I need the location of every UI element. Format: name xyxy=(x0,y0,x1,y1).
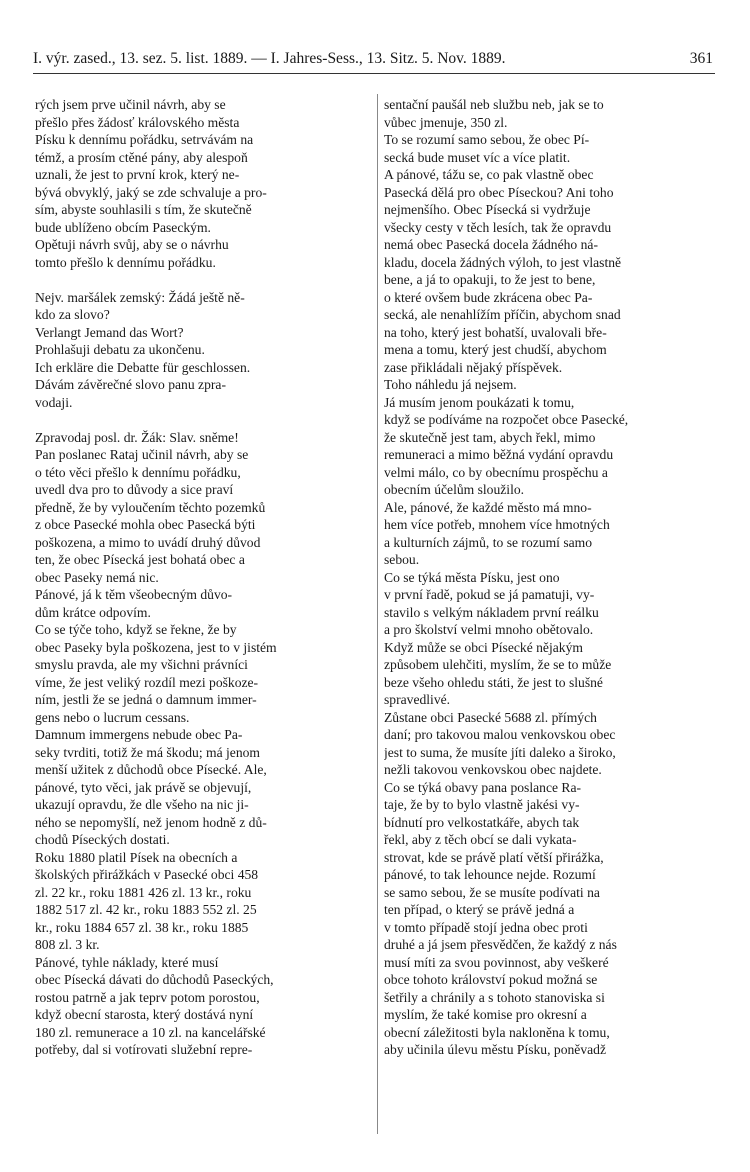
text-line: zase přikládali nějaký příspěvek. xyxy=(384,359,563,375)
text-line: uvedl dva pro to důvody a sice praví xyxy=(35,482,234,497)
text-line: Pánové, tyhle náklady, které musí xyxy=(35,954,219,970)
text-line: když se podíváme na rozpočet obce Pasecké, xyxy=(384,412,629,427)
text-line: Roku 1880 platil Písek na obecních a xyxy=(35,849,238,865)
text-line: strovat, kde se právě platí větší přirážka, xyxy=(384,849,604,865)
text-line: sebou. xyxy=(384,552,420,567)
text-line: kdo za slovo? xyxy=(35,307,110,322)
text-line: sentační paušál neb službu neb, jak se to xyxy=(384,97,604,112)
text-line: myslím, že také komise pro okresní a xyxy=(384,1007,587,1022)
header-rule xyxy=(33,73,715,74)
text-line: uznali, že jest to první krok, který ne- xyxy=(35,167,240,182)
text-line: v první řadě, pokud se já pamatuji, vy- xyxy=(384,587,595,602)
text-line: dům krátce odpovím. xyxy=(35,604,151,620)
text-line: seky tvrditi, totiž že má škodu; má jenom xyxy=(35,744,261,760)
text-line: nejmenšího. Obec Písecká si vydržuje xyxy=(384,202,591,217)
text-line: Pan poslanec Rataj učinil návrh, aby se xyxy=(35,447,249,462)
text-line: se samo sebou, že se musíte podívati na xyxy=(384,884,600,900)
text-line: nežli takovou venkovskou obec najdete. xyxy=(384,762,602,777)
text-line: Ale, pánové, že každé město má mno- xyxy=(384,499,592,515)
text-line: beze všeho ohledu státi, že jest to slušné xyxy=(384,674,603,690)
text-line: Toho náhledu já nejsem. xyxy=(384,377,517,392)
text-line: bude ublíženo obcím Paseckým. xyxy=(35,219,211,235)
text-line: Nejv. maršálek zemský: Žádá ještě ně- xyxy=(35,289,245,305)
text-line: ukazují opravdu, že dle všeho na nic ji- xyxy=(35,797,249,812)
text-line: chodů Píseckých dostati. xyxy=(35,832,170,847)
text-line: Damnum immergens nebude obec Pa- xyxy=(35,727,243,742)
text-line: bývá obvyklý, jaký se zde schvaluje a pro- xyxy=(35,184,267,200)
text-line: přešlo přes žádosť královského města xyxy=(35,114,240,130)
text-line: Prohlašuji debatu za ukončenu. xyxy=(35,342,205,357)
text-line: bene, a já to opakuji, to že jest to bene, xyxy=(384,272,596,287)
text-line: Písku k dennímu pořádku, setrvávám na xyxy=(35,132,254,147)
text-line: zl. 22 kr., roku 1881 426 zl. 13 kr., roku xyxy=(35,884,252,900)
text-line: gens nebo o lucrum cessans. xyxy=(35,709,190,725)
text-line: témž, a prosím ctěné pány, aby alespoň xyxy=(35,149,248,165)
paragraph-gap xyxy=(35,271,375,289)
text-line: Pasecká dělá pro obec Píseckou? Ani toho xyxy=(384,184,614,200)
text-line: předně, že by vyloučením těchto pozemků xyxy=(35,499,266,515)
text-line: mena a tomu, který jest chudší, abychom xyxy=(384,342,607,357)
text-line: secká, ale nenahlížím příčin, abychom snad xyxy=(384,307,621,322)
right-column xyxy=(384,96,716,1059)
text-line: remuneraci a mimo běžná vydání opravdu xyxy=(384,447,614,462)
text-line: Co se týká obavy pana poslance Ra- xyxy=(384,779,582,795)
text-line: potřeby, dal si votírovati služební repre- xyxy=(35,1042,253,1057)
text-line: ten případ, o který se právě jedná a xyxy=(384,902,575,917)
text-line: a pro školství velmi mnoho obětovalo. xyxy=(384,622,594,637)
text-line: všecky cesty v těch lesích, tak že opravdu xyxy=(384,219,612,235)
text-line: smyslu pravda, ale my všichni právníci xyxy=(35,657,248,672)
text-line: poškozena, a mimo to uvádí druhý důvod xyxy=(35,534,261,550)
text-line: když obecní starosta, který dostává nyní xyxy=(35,1007,254,1022)
column-divider xyxy=(377,94,378,1134)
text-line: víme, že jest veliký rozdíl mezi poškoze- xyxy=(35,674,259,690)
text-line: obec Paseky nemá nic. xyxy=(35,569,159,585)
text-line: Co se týká města Písku, jest ono xyxy=(384,569,560,585)
text-line: obec Paseky byla poškozena, jest to v jistém xyxy=(35,639,277,655)
text-line: rých jsem prve učinil návrh, aby se xyxy=(35,97,226,112)
text-line: taje, že by to bylo vlastně jakési vy- xyxy=(384,797,580,812)
text-line: 180 zl. remunerace a 10 zl. na kancelářské xyxy=(35,1024,266,1040)
text-line: Verlangt Jemand das Wort? xyxy=(35,324,184,340)
text-line: velmi málo, co by obecnímu prospěchu a xyxy=(384,464,608,480)
text-line: v tomto případě stojí jedna obec proti xyxy=(384,919,588,935)
text-line: jest to suma, že musíte jíti daleko a široko, xyxy=(384,744,616,760)
paragraph-gap xyxy=(35,411,375,429)
text-line: daní; pro takovou malou venkovskou obec xyxy=(384,727,616,742)
text-line: řekl, aby z těch obcí se dali vykata- xyxy=(384,832,577,847)
text-line: o které ovšem bude zkrácena obec Pa- xyxy=(384,289,593,305)
text-line: a kulturních zájmů, to se rozumí samo xyxy=(384,534,593,550)
text-line: aby učinila úlevu městu Písku, poněvadž xyxy=(384,1042,606,1057)
text-line: bídnutí pro velkostatkáře, abych tak xyxy=(384,814,580,830)
page-number: 361 xyxy=(689,50,713,67)
text-line: musí míti za svou povinnost, aby veškeré xyxy=(384,954,609,970)
text-line: To se rozumí samo sebou, že obec Pí- xyxy=(384,132,590,147)
text-line: o této věci přešlo k dennímu pořádku, xyxy=(35,464,241,480)
text-line: z obce Pasecké mohla obec Pasecká býti xyxy=(35,517,256,532)
text-line: obecním účelům sloužilo. xyxy=(384,482,525,497)
text-line: druhé a já jsem přesvědčen, že každý z nás xyxy=(384,937,617,952)
text-line: ním, jestli že se jedná o damnum immer- xyxy=(35,692,257,707)
text-line: menší užitek z důchodů obce Písecké. Ale, xyxy=(35,762,267,777)
text-line: Pánové, já k těm všeobecným důvo- xyxy=(35,587,233,602)
text-line: spravedlivé. xyxy=(384,692,451,707)
text-line: školských přirážkách v Pasecké obci 458 xyxy=(35,867,259,882)
text-line: Zůstane obci Pasecké 5688 zl. přímých xyxy=(384,709,597,725)
text-line: stavilo s velkým nákladem první reálku xyxy=(384,604,599,620)
text-line: vodaji. xyxy=(35,394,73,410)
text-line: Já musím jenom poukázati k tomu, xyxy=(384,394,575,410)
text-line: Opětuji návrh svůj, aby se o návrhu xyxy=(35,237,229,252)
text-line: kladu, docela žádných výloh, to jest vlastně xyxy=(384,254,622,270)
text-line: Zpravodaj posl. dr. Žák: Slav. sněme! xyxy=(35,429,239,445)
text-line: secká bude muset víc a více platit. xyxy=(384,149,571,165)
text-line: nemá obec Pasecká docela žádného ná- xyxy=(384,237,598,252)
text-line: kr., roku 1884 657 zl. 38 kr., roku 1885 xyxy=(35,919,249,935)
text-line: tomto přešlo k dennímu pořádku. xyxy=(35,254,216,270)
text-line: 808 zl. 3 kr. xyxy=(35,937,100,952)
text-line: vůbec jmenuje, 350 zl. xyxy=(384,114,508,130)
text-line: obec Písecká dávati do důchodů Paseckých, xyxy=(35,972,274,987)
text-line: ného se nepomyšlí, než jenom hodně z dů- xyxy=(35,814,267,830)
text-line: ten, že obec Písecká jest bohatá obec a xyxy=(35,552,245,567)
text-line: šetřily a chránily a s tohoto stanoviska si xyxy=(384,989,605,1005)
text-line: rostou patrně a jak teprv potom porostou, xyxy=(35,989,260,1005)
text-line: že skutečně jest tam, abych řekl, mimo xyxy=(384,429,596,445)
text-line: pánové, to tak lehounce nejde. Rozumí xyxy=(384,867,596,882)
header-session-info: I. výr. zased., 13. sez. 5. list. 1889. — I. Jahres-Sess., 13. Sitz. 5. Nov. 1889. xyxy=(33,50,506,67)
text-line: způsobem ulehčiti, myslím, že se to může xyxy=(384,657,612,672)
text-line: Co se týče toho, když se řekne, že by xyxy=(35,622,237,637)
text-line: obecní záležitosti byla nakloněna k tomu, xyxy=(384,1024,610,1040)
text-line: A pánové, tážu se, co pak vlastně obec xyxy=(384,167,594,182)
text-line: Ich erkläre die Debatte für geschlossen. xyxy=(35,359,251,375)
text-line: pánové, tyto věci, jak právě se objevují, xyxy=(35,779,252,795)
text-line: 1882 517 zl. 42 kr., roku 1883 552 zl. 25 xyxy=(35,902,257,917)
left-column xyxy=(35,96,375,1059)
text-line: na toho, který jest bohatší, uvalovali bře- xyxy=(384,324,607,340)
text-line: obce tohoto království pokud možná se xyxy=(384,972,598,987)
text-line: Dávám závěrečné slovo panu zpra- xyxy=(35,377,226,392)
text-line: hem více potřeb, mnohem více hmotných xyxy=(384,517,610,532)
text-line: sím, abyste souhlasili s tím, že skutečně xyxy=(35,202,252,217)
text-line: Když může se obci Písecké nějakým xyxy=(384,639,583,655)
running-header xyxy=(33,50,713,72)
